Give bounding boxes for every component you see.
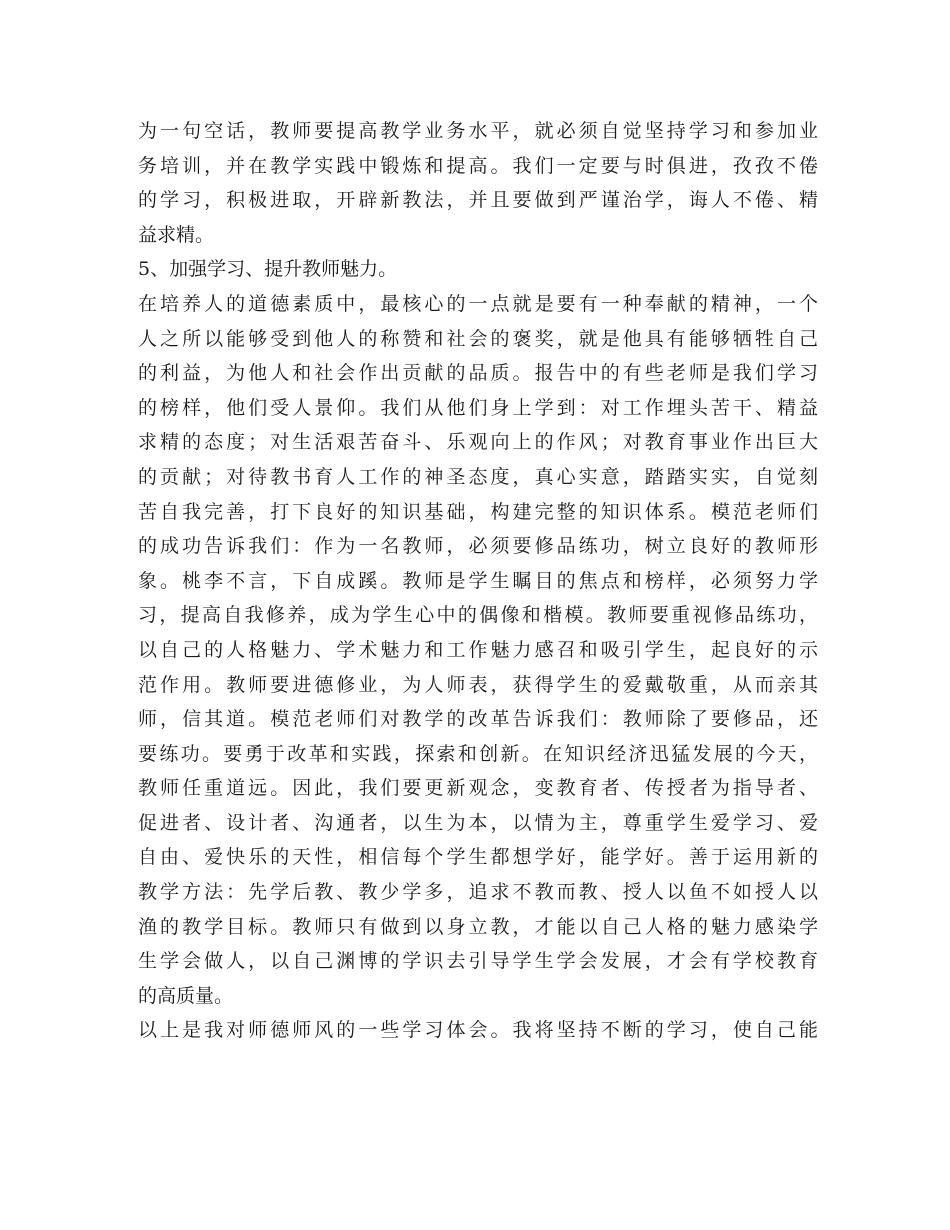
- text-line: 务培训，并在教学实践中锻炼和提高。我们一定要与时俱进，孜孜不倦: [138, 154, 818, 177]
- text-line: 生学会做人，以自己渊博的学识去引导学生学会发展，才会有学校教育: [138, 950, 818, 973]
- text-line: 的成功告诉我们：作为一名教师，必须要修品练功，树立良好的教师形: [138, 535, 818, 558]
- text-line: 的贡献；对待教书育人工作的神圣态度，真心实意，踏踏实实，自觉刻: [138, 465, 818, 488]
- text-line: 象。桃李不言，下自成蹊。教师是学生瞩目的焦点和榜样，必须努力学: [138, 569, 818, 592]
- text-line: 益求精。: [138, 223, 215, 246]
- text-line: 的利益，为他人和社会作出贡献的品质。报告中的有些老师是我们学习: [138, 362, 818, 385]
- section-heading: 5、加强学习、提升教师魅力。: [138, 258, 398, 281]
- document-body: [138, 114, 818, 1048]
- text-line: 教学方法：先学后教、教少学多，追求不教而教、授人以鱼不如授人以: [138, 881, 818, 904]
- text-line: 的榜样，他们受人景仰。我们从他们身上学到：对工作埋头苦干、精益: [138, 396, 818, 419]
- text-line: 促进者、设计者、沟通者，以生为本，以情为主，尊重学生爱学习、爱: [138, 811, 818, 834]
- text-line: 习，提高自我修养，成为学生心中的偶像和楷模。教师要重视修品练功，: [138, 604, 818, 627]
- text-line: 的高质量。: [138, 984, 234, 1007]
- text-line: 为一句空话，教师要提高教学业务水平，就必须自觉坚持学习和参加业: [138, 120, 818, 142]
- text-line: 范作用。教师要进德修业，为人师表，获得学生的爱戴敬重，从而亲其: [138, 673, 818, 696]
- text-line: 以上是我对师德师风的一些学习体会。我将坚持不断的学习，使自己能: [138, 1019, 818, 1042]
- text-line: 自由、爱快乐的天性，相信每个学生都想学好，能学好。善于运用新的: [138, 846, 818, 869]
- text-line: 要练功。要勇于改革和实践，探索和创新。在知识经济迅猛发展的今天，: [138, 742, 818, 765]
- text-line: 渔的教学目标。教师只有做到以身立教，才能以自己人格的魅力感染学: [138, 915, 818, 938]
- text-line: 在培养人的道德素质中，最核心的一点就是要有一种奉献的精神，一个: [138, 292, 818, 315]
- text-line: 以自己的人格魅力、学术魅力和工作魅力感召和吸引学生，起良好的示: [138, 638, 818, 661]
- text-line: 人之所以能够受到他人的称赞和社会的褒奖，就是他具有能够牺牲自己: [138, 327, 818, 350]
- text-line: 教师任重道远。因此，我们要更新观念，变教育者、传授者为指导者、: [138, 777, 818, 800]
- text-line: 苦自我完善，打下良好的知识基础，构建完整的知识体系。模范老师们: [138, 500, 818, 523]
- text-line: 师，信其道。模范老师们对教学的改革告诉我们：教师除了要修品，还: [138, 708, 818, 731]
- text-line: 的学习，积极进取，开辟新教法，并且要做到严谨治学，诲人不倦、精: [138, 189, 818, 212]
- text-line: 求精的态度；对生活艰苦奋斗、乐观向上的作风；对教育事业作出巨大: [138, 431, 818, 454]
